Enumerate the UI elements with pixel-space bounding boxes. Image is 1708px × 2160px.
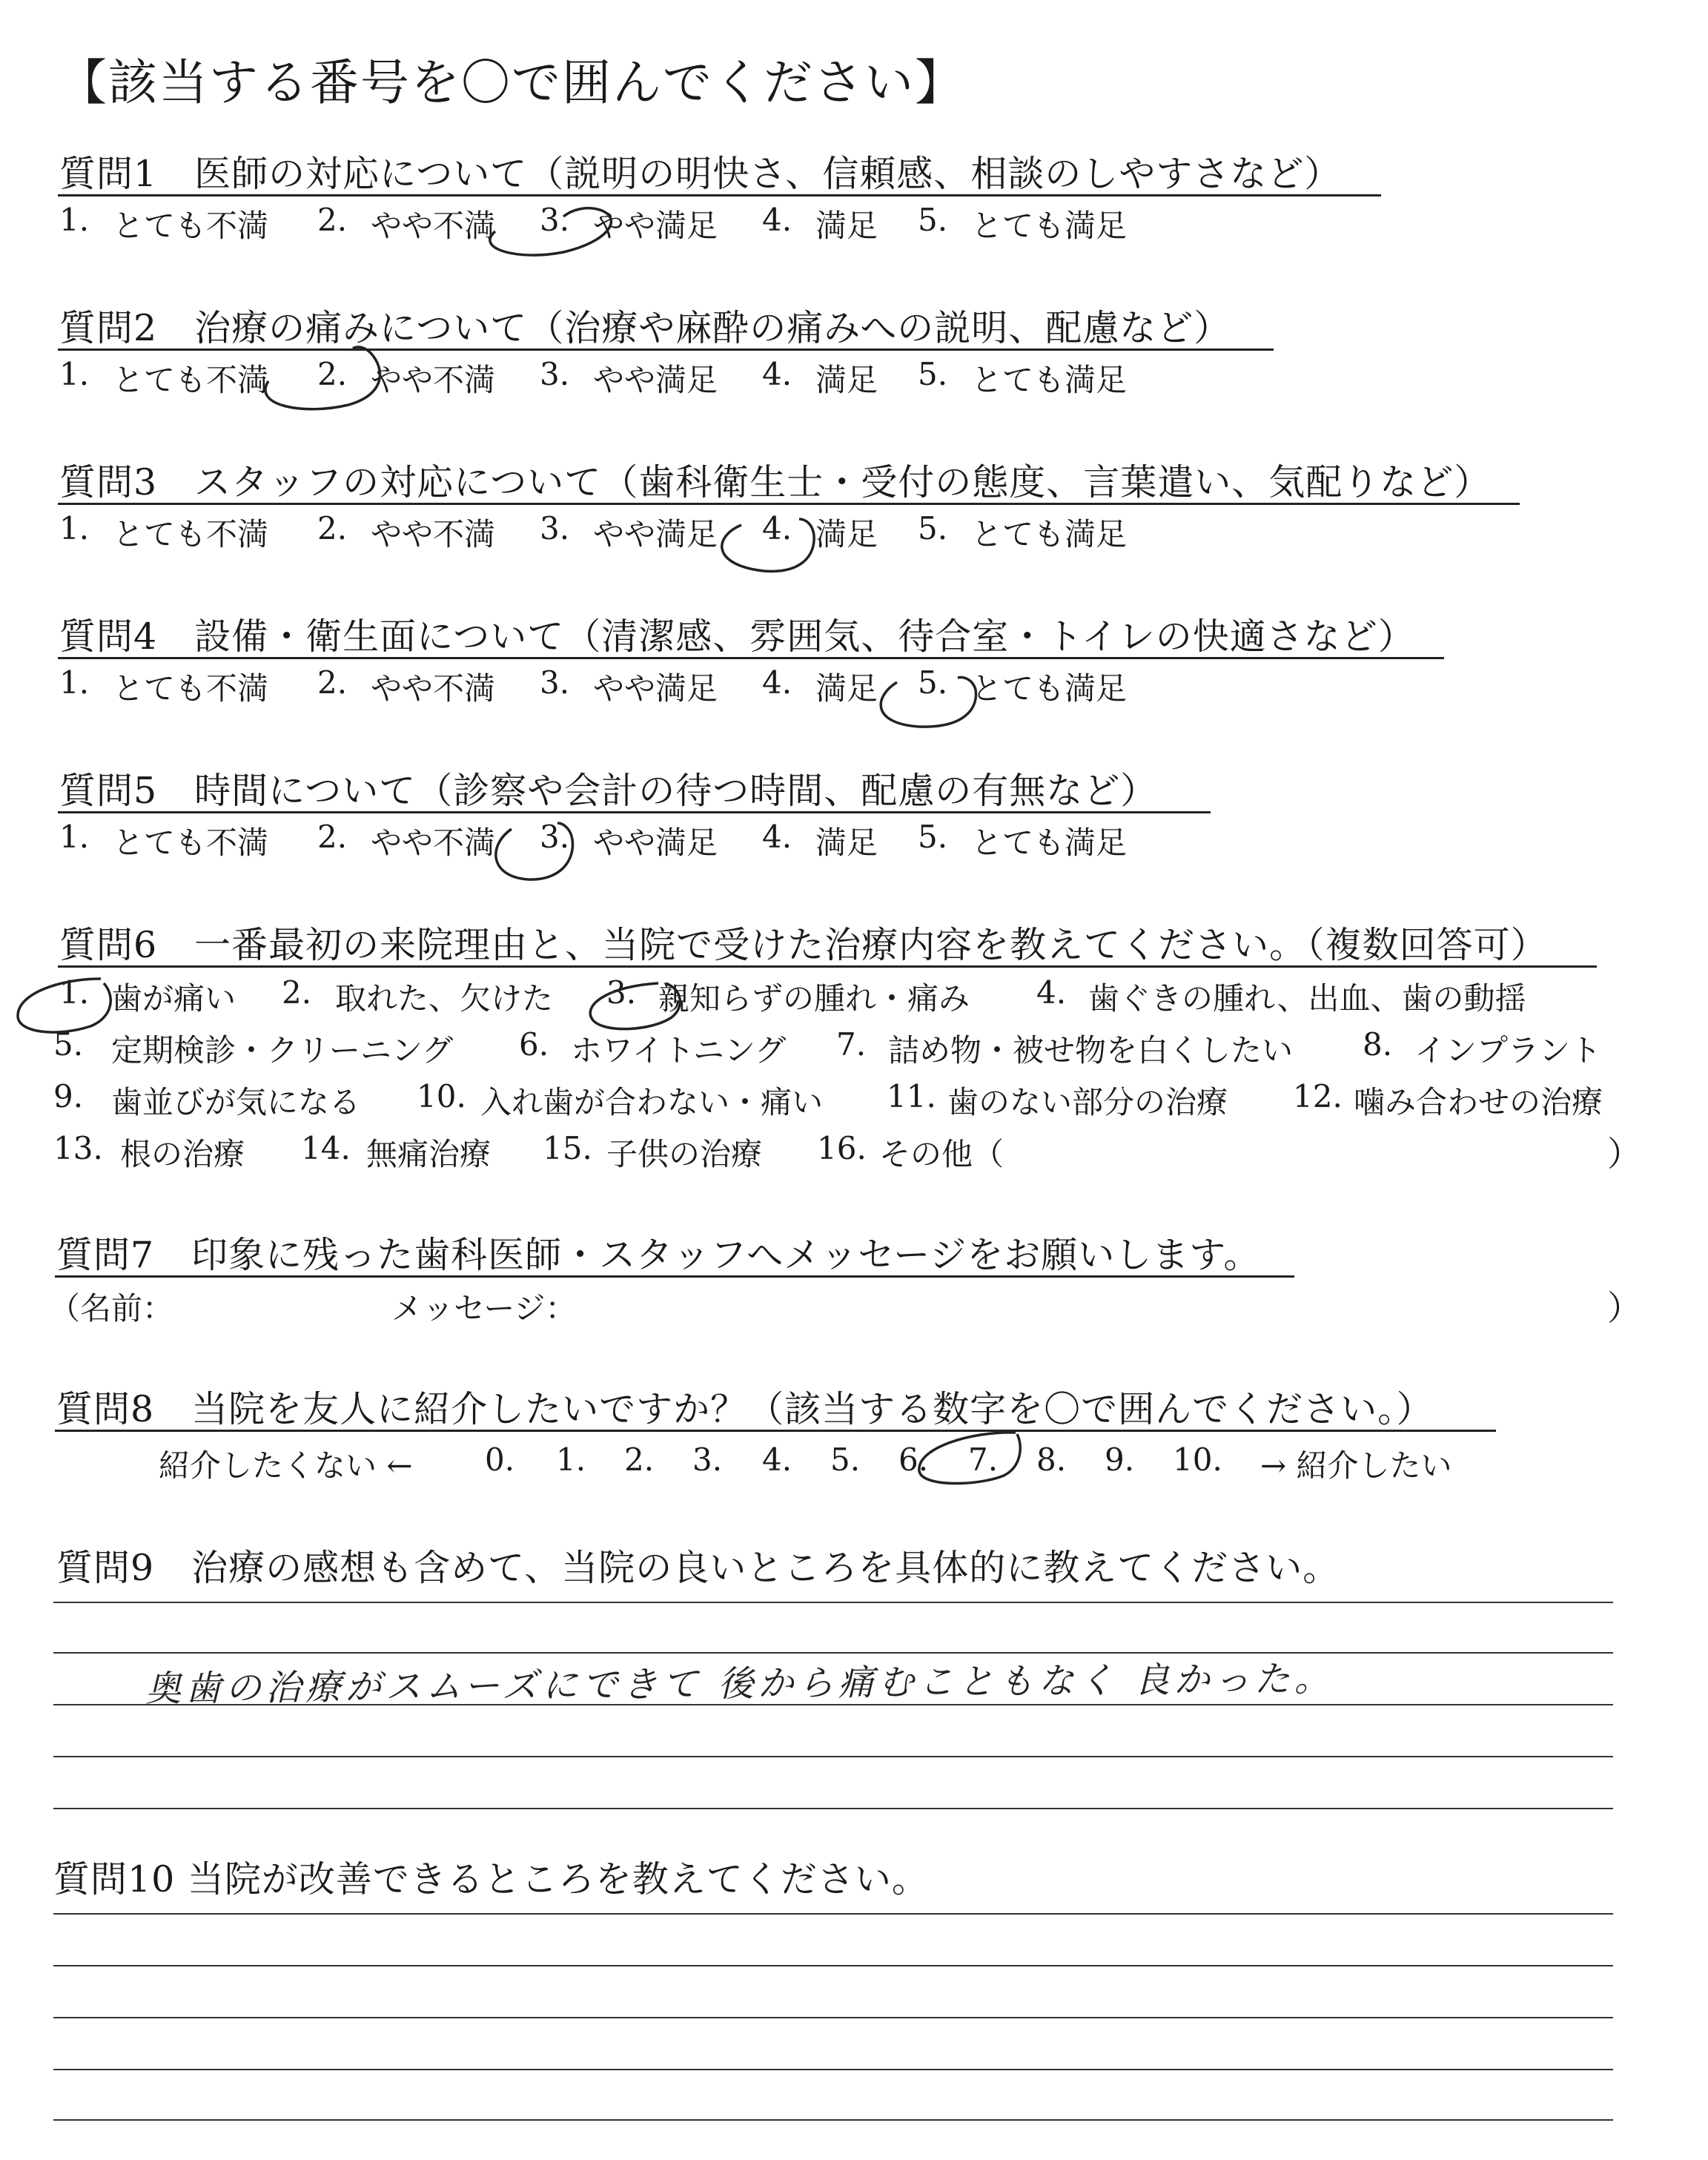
q3-opt-3-label: やや満足	[593, 516, 718, 552]
q2-opt-3-label: やや満足	[593, 362, 718, 398]
q5-opt-1-num[interactable]: 1.	[59, 819, 90, 855]
q6-opt3-selection-circle	[590, 983, 680, 1029]
q6-opt1-selection-circle	[18, 979, 110, 1032]
q6-opt-5-label: 定期検診・クリーニング	[111, 1032, 454, 1069]
q4-heading: 質問4 設備・衛生面について（清潔感、雰囲気、待合室・トイレの快適さなど）	[59, 615, 1415, 658]
q4-opt-1-label: とても不満	[113, 670, 269, 707]
q2-opt-4-num[interactable]: 4.	[762, 356, 792, 392]
q6-opt-1-num[interactable]: 1.	[59, 974, 90, 1011]
q5-heading: 質問5 時間について（診察や会計の待つ時間、配慮の有無など）	[59, 770, 1158, 812]
q4-selection-circle	[881, 678, 976, 727]
q6-opt-13-label: 根の治療	[120, 1136, 245, 1172]
q6-opt-4-num[interactable]: 4.	[1036, 974, 1067, 1011]
q2-opt-1-num[interactable]: 1.	[59, 356, 90, 392]
q3-opt-5-label: とても満足	[971, 516, 1128, 552]
q8-scale-1[interactable]: 1.	[556, 1441, 586, 1478]
q2-opt-3-num[interactable]: 3.	[540, 356, 570, 392]
q6-other-close-paren: ）	[1607, 1134, 1641, 1174]
q6-opt-14-label: 無痛治療	[366, 1136, 491, 1172]
q5-opt-4-num[interactable]: 4.	[762, 819, 792, 855]
q6-opt-12-num[interactable]: 12.	[1293, 1078, 1343, 1114]
q6-opt-2-label: 取れた、欠けた	[335, 980, 554, 1017]
q3-opt-2-num[interactable]: 2.	[317, 510, 348, 546]
q6-opt-9-label: 歯並びが気になる	[111, 1084, 361, 1120]
q6-heading: 質問6 一番最初の来院理由と、当院で受けた治療内容を教えてください。（複数回答可）	[59, 924, 1548, 966]
q3-selection-circle	[722, 519, 814, 571]
q3-heading: 質問3 スタッフの対応について（歯科衛生士・受付の態度、言葉遣い、気配りなど）	[59, 461, 1492, 503]
q8-scale-2[interactable]: 2.	[624, 1441, 655, 1478]
q7-message-label: メッセージ：	[391, 1290, 577, 1327]
q2-opt-2-num[interactable]: 2.	[317, 356, 348, 392]
q6-opt-3-num[interactable]: 3.	[606, 974, 637, 1011]
q1-opt-3-num[interactable]: 3.	[540, 202, 570, 238]
q8-selection-circle	[919, 1433, 1020, 1484]
q8-scale-8[interactable]: 8.	[1036, 1441, 1067, 1478]
q8-scale-6[interactable]: 6.	[898, 1441, 929, 1478]
q6-opt-10-label: 入れ歯が合わない・痛い	[480, 1084, 824, 1120]
q1-opt-4-label: 満足	[815, 208, 878, 244]
q6-opt-2-num[interactable]: 2.	[282, 974, 312, 1011]
q6-opt-16-num[interactable]: 16.	[817, 1130, 867, 1166]
q2-opt-5-num[interactable]: 5.	[918, 356, 948, 392]
q1-opt-1-label: とても不満	[113, 208, 269, 244]
q6-opt-6-num[interactable]: 6.	[519, 1026, 549, 1063]
q6-opt-8-label: インプラント	[1414, 1032, 1602, 1069]
q1-opt-2-num[interactable]: 2.	[317, 202, 348, 238]
q5-opt-5-num[interactable]: 5.	[918, 819, 948, 855]
q3-opt-4-label: 満足	[815, 516, 878, 552]
q3-opt-2-label: やや不満	[371, 516, 496, 552]
q8-heading: 質問8 当院を友人に紹介したいですか？（該当する数字を〇で囲んでください。）	[56, 1388, 1434, 1430]
q2-opt-2-label: やや不満	[371, 362, 496, 398]
q7-heading: 質問7 印象に残った歯科医師・スタッフへメッセージをお願いします。	[56, 1234, 1261, 1276]
q5-opt-5-label: とても満足	[971, 825, 1128, 861]
q6-opt-12-label: 噛み合わせの治療	[1354, 1084, 1603, 1120]
q6-opt-9-num[interactable]: 9.	[53, 1078, 84, 1114]
q5-opt-3-label: やや満足	[593, 825, 718, 861]
q5-opt-2-label: やや不満	[371, 825, 496, 861]
q9-handwritten-answer: 奥歯の治療がスムーズにできて 後から痛むこともなく 良かった。	[145, 1658, 1334, 1710]
q9-heading: 質問9 治療の感想も含めて、当院の良いところを具体的に教えてください。	[56, 1547, 1340, 1589]
q8-scale-4[interactable]: 4.	[762, 1441, 792, 1478]
q2-opt-1-label: とても不満	[113, 362, 269, 398]
q1-heading: 質問1 医師の対応について（説明の明快さ、信頼感、相談のしやすさなど）	[59, 153, 1342, 195]
q6-opt-5-num[interactable]: 5.	[53, 1026, 84, 1063]
q6-opt-15-num[interactable]: 15.	[543, 1130, 592, 1166]
q1-opt-2-label: やや不満	[371, 208, 496, 244]
q5-opt-4-label: 満足	[815, 825, 878, 861]
q2-heading: 質問2 治療の痛みについて（治療や麻酔の痛みへの説明、配慮など）	[59, 307, 1231, 349]
q6-opt-4-label: 歯ぐきの腫れ、出血、歯の動揺	[1088, 980, 1526, 1017]
q8-scale-0[interactable]: 0.	[485, 1441, 515, 1478]
q6-opt-3-label: 親知らずの腫れ・痛み	[658, 980, 970, 1017]
q2-opt-5-label: とても満足	[971, 362, 1128, 398]
q5-opt-2-num[interactable]: 2.	[317, 819, 348, 855]
q8-right-label: → 紹介したい	[1260, 1447, 1452, 1484]
q5-selection-circle	[496, 823, 573, 879]
q2-opt-4-label: 満足	[815, 362, 878, 398]
q4-opt-4-num[interactable]: 4.	[762, 664, 792, 701]
q6-opt-8-num[interactable]: 8.	[1363, 1026, 1393, 1063]
q8-scale-9[interactable]: 9.	[1105, 1441, 1135, 1478]
q4-opt-3-num[interactable]: 3.	[540, 664, 570, 701]
q3-opt-1-num[interactable]: 1.	[59, 510, 90, 546]
q6-opt-14-num[interactable]: 14.	[301, 1130, 351, 1166]
q8-scale-3[interactable]: 3.	[692, 1441, 723, 1478]
q6-opt-11-num[interactable]: 11.	[887, 1078, 936, 1114]
q7-name-label: （名前：	[49, 1290, 174, 1327]
q1-opt-5-num[interactable]: 5.	[918, 202, 948, 238]
q6-opt-7-num[interactable]: 7.	[836, 1026, 867, 1063]
q5-opt-1-label: とても不満	[113, 825, 269, 861]
q1-opt-5-label: とても満足	[971, 208, 1128, 244]
q6-opt-10-num[interactable]: 10.	[417, 1078, 466, 1114]
q4-opt-2-num[interactable]: 2.	[317, 664, 348, 701]
q6-opt-6-label: ホワイトニング	[571, 1032, 787, 1069]
page-title: 【該当する番号を〇で囲んでください】	[58, 54, 965, 111]
q4-opt-2-label: やや不満	[371, 670, 496, 707]
q3-opt-3-num[interactable]: 3.	[540, 510, 570, 546]
q4-opt-5-label: とても満足	[971, 670, 1128, 707]
q8-scale-7[interactable]: 7.	[968, 1441, 999, 1478]
q1-opt-4-num[interactable]: 4.	[762, 202, 792, 238]
q6-opt-7-label: 詰め物・被せ物を白くしたい	[888, 1032, 1294, 1069]
q4-opt-3-label: やや満足	[593, 670, 718, 707]
q6-opt-13-num[interactable]: 13.	[53, 1130, 103, 1166]
q6-opt-15-label: 子供の治療	[606, 1136, 763, 1172]
q1-opt-3-label: やや満足	[593, 208, 718, 244]
q3-opt-5-num[interactable]: 5.	[918, 510, 948, 546]
q2-selection-circle	[265, 347, 380, 409]
q8-scale-10[interactable]: 10.	[1173, 1441, 1222, 1478]
q6-opt-16-label: その他（	[879, 1136, 1004, 1172]
q6-opt-11-label: 歯のない部分の治療	[947, 1084, 1228, 1120]
q1-opt-1-num[interactable]: 1.	[59, 202, 90, 238]
q1-selection-circle	[490, 208, 612, 255]
q4-opt-1-num[interactable]: 1.	[59, 664, 90, 701]
q3-opt-4-num[interactable]: 4.	[762, 510, 792, 546]
q8-scale-5[interactable]: 5.	[830, 1441, 861, 1478]
q6-opt-1-label: 歯が痛い	[111, 980, 236, 1017]
q7-close-paren: ）	[1607, 1288, 1641, 1328]
q4-opt-4-label: 満足	[815, 670, 878, 707]
q10-heading: 質問10 当院が改善できるところを教えてください。	[53, 1858, 929, 1900]
q8-left-label: 紹介したくない ←	[159, 1447, 413, 1484]
q4-opt-5-num[interactable]: 5.	[918, 664, 948, 701]
q3-opt-1-label: とても不満	[113, 516, 269, 552]
q5-opt-3-num[interactable]: 3.	[540, 819, 570, 855]
